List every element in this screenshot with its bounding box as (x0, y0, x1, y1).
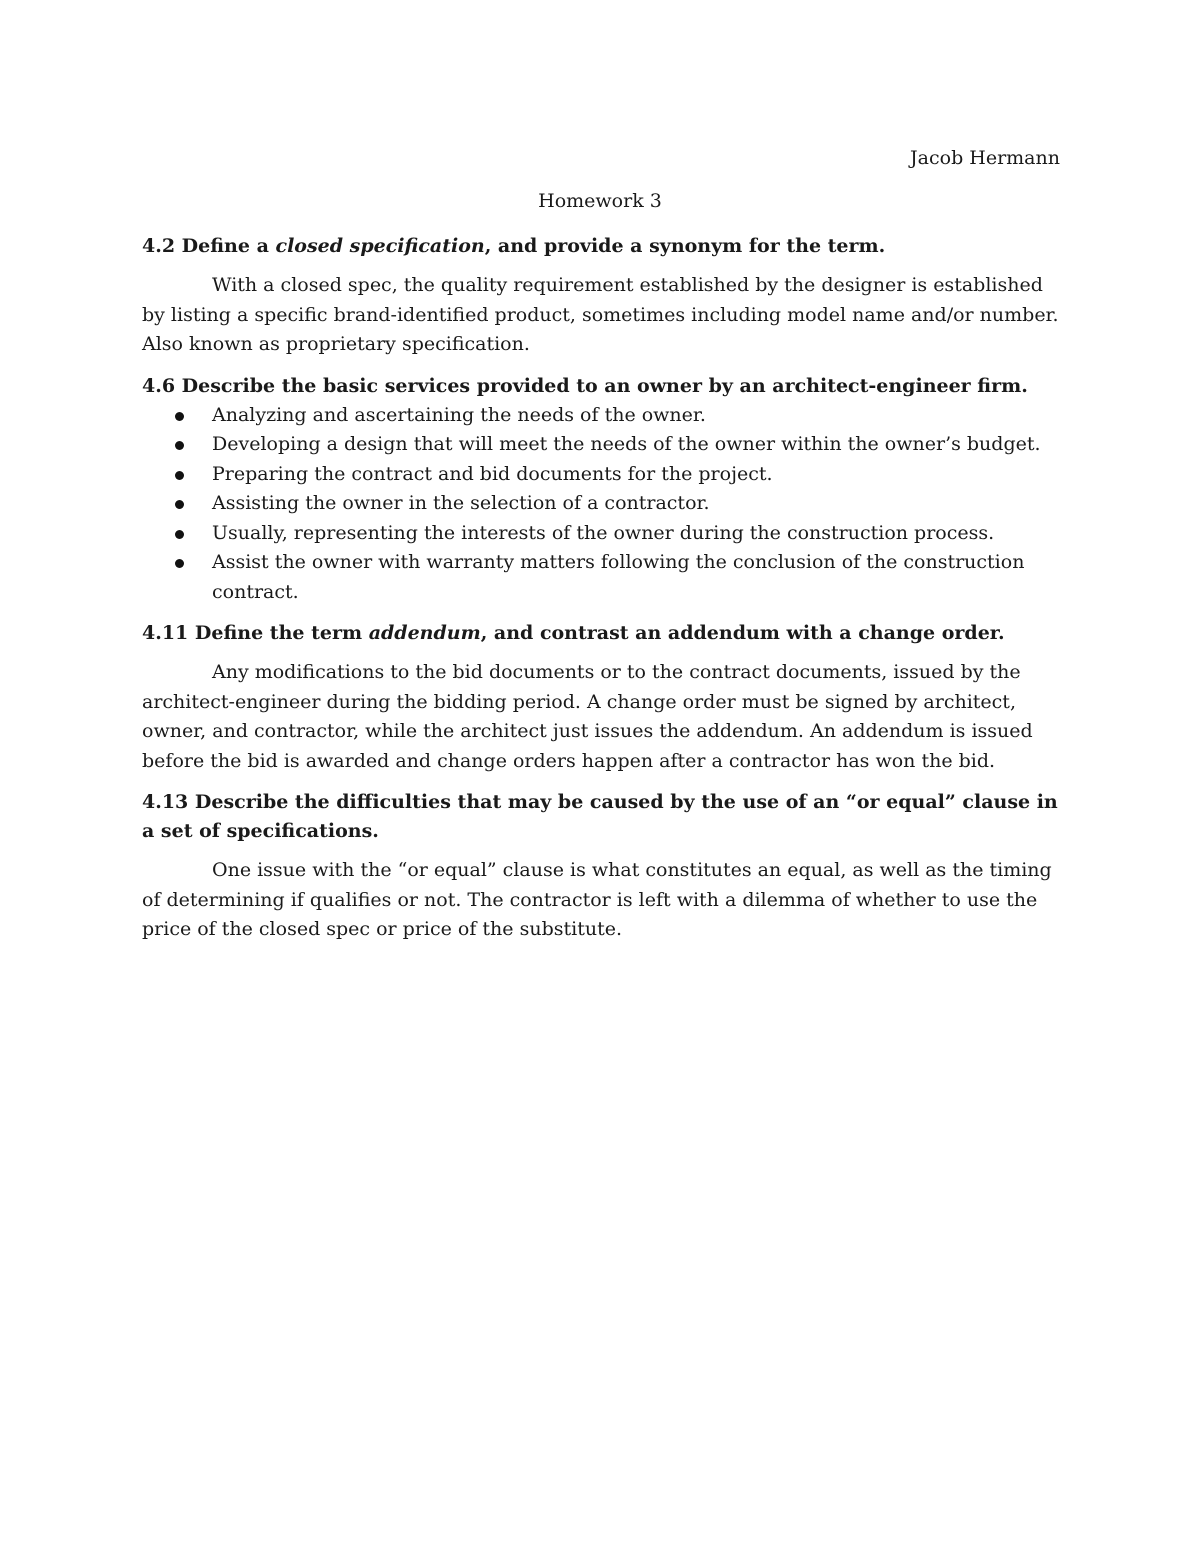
bullet-icon (175, 559, 184, 568)
bullet-icon (175, 500, 184, 509)
list-item-text: Preparing the contract and bid documents for the project. (212, 462, 773, 485)
list-item (142, 401, 1060, 431)
answer-4-11: Any modifications to the bid documents or to the contract documents, issued by the architect-engineer during the bidding period. A change order must be signed by architect, owner, and contractor, while the architect just issues the addendum. An addendum is issued before the bid is awarded and change orders happen after a contractor has won the bid. (142, 661, 1033, 772)
list-item (142, 430, 1060, 460)
list-item-text: Analyzing and ascertaining the needs of the owner. (212, 403, 706, 426)
question-4-11 (142, 619, 1060, 648)
list-item-text: Assisting the owner in the selection of a contractor. (212, 492, 710, 514)
question-text: 4.11 Define the term (142, 622, 369, 644)
question-text: , and contrast an addendum with a change order. (480, 622, 1005, 644)
answer-4-2: With a closed spec, the quality requirement established by the designer is established by listing a specific brand-identified product, sometimes including model name and/or number. Also known as proprietary specification. (142, 274, 1059, 355)
document-title: Homework 3 (538, 190, 662, 212)
services-list (142, 401, 1060, 608)
list-item (142, 548, 1060, 607)
question-term: closed specification (275, 235, 485, 257)
question-text: 4.2 Define a (142, 235, 276, 257)
list-item-text: Usually, representing the interests of the owner during the construction process. (212, 521, 995, 544)
question-text: 4.6 Describe the basic services provided to an owner by an architect-engineer firm. (142, 374, 1028, 397)
question-4-2 (142, 232, 1060, 261)
list-item (142, 460, 1060, 490)
bullet-icon (175, 471, 184, 480)
list-item (142, 519, 1060, 549)
bullet-icon (175, 441, 184, 450)
bullet-icon (175, 412, 184, 421)
list-item-text: Assist the owner with warranty matters following the conclusion of the construction contract. (212, 551, 1025, 603)
bullet-icon (175, 530, 184, 539)
author-name: Jacob Hermann (910, 147, 1060, 169)
question-4-13 (142, 788, 1060, 846)
question-4-6 (142, 372, 1060, 401)
question-text: 4.13 Describe the difficulties that may be caused by the use of an “or equal” clause in a set of specifications. (142, 791, 1058, 842)
question-term: addendum (368, 622, 481, 644)
question-text: , and provide a synonym for the term. (484, 235, 886, 257)
document-body (142, 232, 1060, 957)
answer-4-13: One issue with the “or equal” clause is what constitutes an equal, as well as the timing of determining if qualifies or not. The contractor is left with a dilemma of whether to use the price of the closed spec or price of the substitute. (142, 859, 1052, 940)
list-item-text: Developing a design that will meet the needs of the owner within the owner’s budget. (212, 433, 1041, 455)
list-item (142, 489, 1060, 519)
